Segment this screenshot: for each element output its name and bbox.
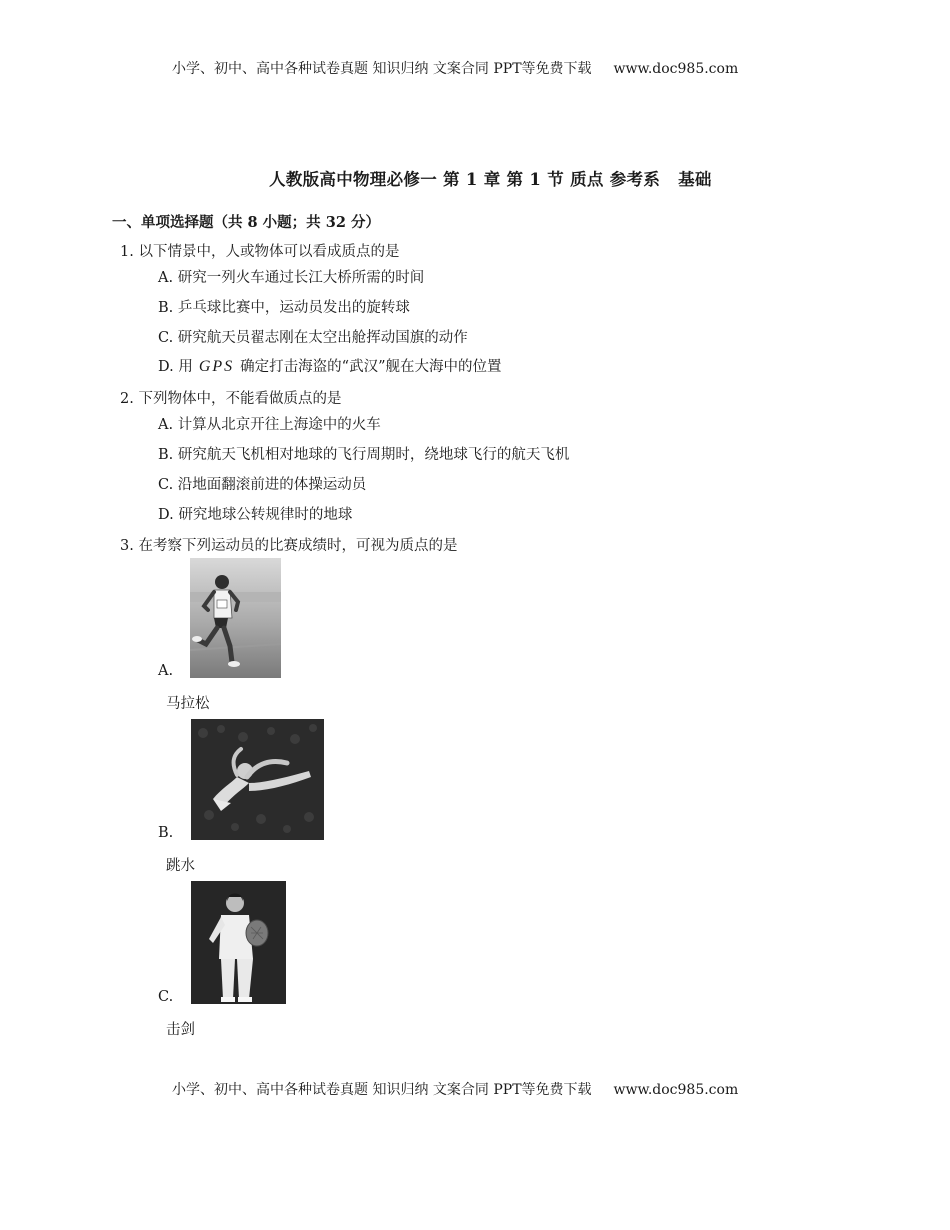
question-3-option-b-caption: 跳水 <box>166 858 195 874</box>
question-1-option-b: B. 乒乓球比赛中，运动员发出的旋转球 <box>158 300 410 316</box>
option-d-prefix: D. 用 <box>158 359 193 375</box>
question-2-option-b: B. 研究航天飞机相对地球的飞行周期时，绕地球飞行的航天飞机 <box>158 447 570 463</box>
question-3-option-a-caption: 马拉松 <box>166 696 210 712</box>
title-level: 基础 <box>678 170 712 189</box>
gps-symbol: GPS <box>198 358 235 375</box>
question-3-option-c-letter: C. <box>158 989 174 1005</box>
fencing-photo <box>191 881 286 1004</box>
header-site[interactable]: www.doc985.com <box>613 61 739 77</box>
section-heading: 一、单项选择题（共 8 小题；共 32 分） <box>112 214 380 231</box>
page-header <box>172 58 738 78</box>
document-title <box>269 166 712 190</box>
option-d-text: 确定打击海盗的“武汉”舰在大海中的位置 <box>240 359 502 375</box>
footer-site[interactable]: www.doc985.com <box>613 1082 739 1098</box>
question-2-option-d: D. 研究地球公转规律时的地球 <box>158 507 353 523</box>
question-1-option-d <box>158 355 501 376</box>
question-2-stem: 2. 下列物体中，不能看做质点的是 <box>120 391 342 407</box>
footer-text: 小学、初中、高中各种试卷真题 知识归纳 文案合同 PPT等免费下载 <box>172 1082 592 1098</box>
title-main: 人教版高中物理必修一 第 1 章 第 1 节 质点 参考系 <box>269 170 661 189</box>
marathon-photo <box>190 558 281 678</box>
question-3-option-b-letter: B. <box>158 825 174 841</box>
question-3-stem: 3. 在考察下列运动员的比赛成绩时，可视为质点的是 <box>120 538 458 554</box>
question-1-stem: 1. 以下情景中，人或物体可以看成质点的是 <box>120 244 400 260</box>
question-1-option-c: C. 研究航天员翟志刚在太空出舱挥动国旗的动作 <box>158 330 468 346</box>
page-footer <box>172 1079 738 1099</box>
question-3-option-a-letter: A. <box>158 663 174 679</box>
question-1-option-a: A. 研究一列火车通过长江大桥所需的时间 <box>158 270 425 286</box>
question-2-option-a: A. 计算从北京开往上海途中的火车 <box>158 417 381 433</box>
diving-photo <box>191 719 324 840</box>
question-3-option-c-caption: 击剑 <box>166 1022 195 1038</box>
header-text: 小学、初中、高中各种试卷真题 知识归纳 文案合同 PPT等免费下载 <box>172 61 592 77</box>
question-2-option-c: C. 沿地面翻滚前进的体操运动员 <box>158 477 367 493</box>
